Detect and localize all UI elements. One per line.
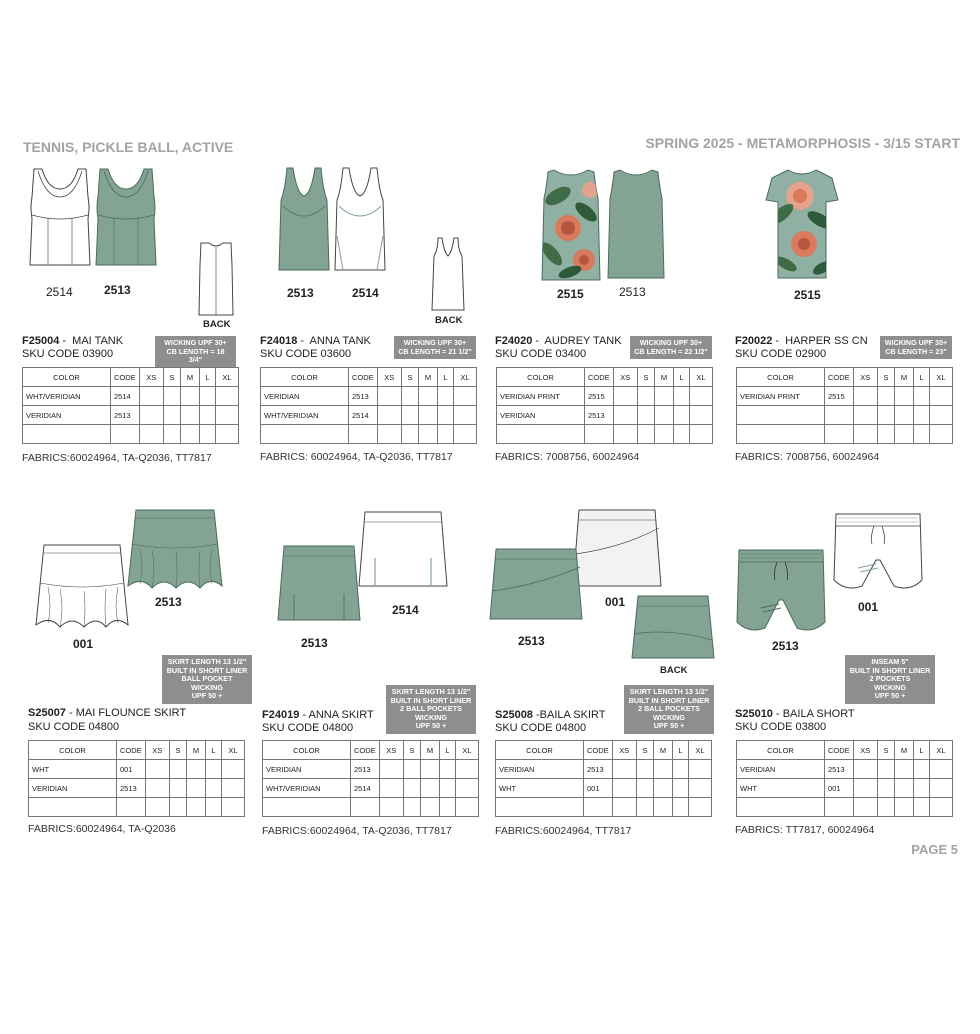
sku-code: SKU CODE 04800	[495, 722, 587, 734]
col-header-color: COLOR	[261, 368, 349, 387]
code-cell	[825, 798, 854, 817]
style-label: 2513	[301, 636, 328, 650]
col-header-m: M	[187, 741, 206, 760]
col-header-m: M	[419, 368, 438, 387]
col-header-code: CODE	[825, 368, 854, 387]
fabrics-text: FABRICS: 7008756, 60024964	[735, 451, 880, 463]
fabrics-text: FABRICS: 7008756, 60024964	[495, 451, 640, 463]
col-header-s: S	[636, 741, 653, 760]
color-cell: VERIDIAN PRINT	[497, 387, 585, 406]
style-name: MAI TANK	[72, 335, 124, 347]
table-row	[496, 798, 712, 817]
style-title: S25008 -BAILA SKIRT	[495, 709, 606, 721]
anna-tank-front-white-illustration	[333, 166, 387, 272]
fabrics-text: FABRICS:60024964, TA-Q2036, TT7817	[262, 825, 452, 837]
col-header-xs: XS	[853, 368, 877, 387]
table-row	[263, 779, 479, 798]
color-cell	[263, 798, 351, 817]
page-number: PAGE 5	[911, 842, 958, 857]
style-name: BAILA SHORT	[782, 708, 855, 720]
style-label: 2514	[46, 285, 73, 299]
col-header-l: L	[199, 368, 215, 387]
col-header-code: CODE	[351, 741, 380, 760]
code-cell	[349, 425, 378, 444]
col-header-s: S	[163, 368, 180, 387]
baila-skirt-back-illustration	[630, 594, 716, 662]
table-row	[261, 425, 477, 444]
baila-skirt-white-illustration	[571, 508, 663, 590]
fabrics-text: FABRICS:60024964, TA-Q2036, TT7817	[22, 452, 212, 464]
code-cell: 2514	[351, 779, 380, 798]
spec-box: INSEAM 5" BUILT IN SHORT LINER 2 POCKETS WICKING UPF 50 +	[845, 655, 935, 704]
code-cell: 2513	[584, 760, 613, 779]
anna-tank-back-illustration	[430, 236, 466, 312]
section-title: TENNIS, PICKLE BALL, ACTIVE	[23, 139, 234, 155]
mai-flounce-skirt-white-illustration	[34, 543, 130, 629]
color-cell: WHT/VERIDIAN	[261, 406, 349, 425]
table-row	[497, 387, 713, 406]
code-cell	[825, 425, 854, 444]
style-label: 2513	[772, 639, 799, 653]
table-row	[496, 779, 712, 798]
style-label: 2514	[392, 603, 419, 617]
col-header-s: S	[401, 368, 418, 387]
col-header-s: S	[637, 368, 654, 387]
style-name: AUDREY TANK	[544, 335, 622, 347]
style-label: 2515	[794, 288, 821, 302]
col-header-code: CODE	[349, 368, 378, 387]
table-row	[737, 779, 953, 798]
code-cell: 001	[825, 779, 854, 798]
col-header-color: COLOR	[496, 741, 584, 760]
col-header-code: CODE	[117, 741, 146, 760]
style-label: 001	[858, 600, 879, 614]
mai-flounce-skirt-veridian-illustration	[126, 508, 224, 590]
col-header-xs: XS	[379, 741, 403, 760]
table-row	[737, 760, 953, 779]
table-row	[29, 779, 245, 798]
mai-tank-back-illustration	[197, 241, 235, 317]
color-cell	[29, 798, 117, 817]
col-header-m: M	[655, 368, 674, 387]
sku-code: SKU CODE 02900	[735, 348, 827, 360]
code-cell: 001	[584, 779, 613, 798]
table-row	[263, 798, 479, 817]
style-title: F20022 - HARPER SS CN	[735, 335, 868, 347]
color-cell	[737, 406, 825, 425]
col-header-code: CODE	[111, 368, 140, 387]
color-cell	[497, 425, 585, 444]
style-title: S25007 - MAI FLOUNCE SKIRT	[28, 707, 187, 719]
col-header-s: S	[877, 741, 894, 760]
color-cell: VERIDIAN	[496, 760, 584, 779]
code-cell: 2513	[349, 387, 378, 406]
color-cell: WHT/VERIDIAN	[23, 387, 111, 406]
style-title: F24018 - ANNA TANK	[260, 335, 371, 347]
table-row	[737, 425, 953, 444]
col-header-s: S	[169, 741, 186, 760]
code-cell: 2513	[111, 406, 140, 425]
size-table	[262, 740, 479, 817]
col-header-xs: XS	[145, 741, 169, 760]
fabrics-text: FABRICS: TT7817, 60024964	[735, 824, 875, 836]
size-table	[736, 740, 953, 817]
style-title: F24020 - AUDREY TANK	[495, 335, 622, 347]
style-label: 2513	[104, 283, 131, 297]
table-row	[29, 760, 245, 779]
table-row	[496, 760, 712, 779]
code-cell	[584, 798, 613, 817]
col-header-m: M	[654, 741, 673, 760]
style-name: ANNA TANK	[309, 335, 371, 347]
color-cell: VERIDIAN	[497, 406, 585, 425]
col-header-xl: XL	[453, 368, 476, 387]
size-table	[22, 367, 239, 444]
spec-box: SKIRT LENGTH 13 1/2" BUILT IN SHORT LINER 2 BALL POCKETS WICKING UPF 50 +	[386, 685, 476, 734]
col-header-code: CODE	[585, 368, 614, 387]
table-row	[737, 798, 953, 817]
color-cell: WHT	[737, 779, 825, 798]
col-header-l: L	[205, 741, 221, 760]
table-row	[29, 798, 245, 817]
col-header-xl: XL	[215, 368, 238, 387]
col-header-code: CODE	[584, 741, 613, 760]
col-header-l: L	[913, 741, 929, 760]
fabrics-text: FABRICS:60024964, TT7817	[495, 825, 632, 837]
style-number: F20022	[735, 335, 773, 347]
style-number: F25004	[22, 335, 60, 347]
table-row	[23, 425, 239, 444]
table-row	[263, 760, 479, 779]
color-cell: WHT	[496, 779, 584, 798]
code-cell: 2515	[825, 387, 854, 406]
col-header-l: L	[672, 741, 688, 760]
season-title: SPRING 2025 - METAMORPHOSIS - 3/15 START	[645, 135, 960, 151]
col-header-color: COLOR	[737, 741, 825, 760]
color-cell	[737, 425, 825, 444]
style-number: F24019	[262, 709, 300, 721]
style-label: 2514	[352, 286, 379, 300]
size-table	[260, 367, 477, 444]
mai-tank-front-white-illustration	[28, 167, 92, 267]
col-header-xl: XL	[929, 741, 952, 760]
style-label: 2515	[557, 287, 584, 301]
fabrics-text: FABRICS:60024964, TA-Q2036	[28, 823, 176, 835]
style-label: 2513	[287, 286, 314, 300]
table-row	[737, 387, 953, 406]
color-cell	[23, 425, 111, 444]
col-header-m: M	[895, 368, 914, 387]
color-cell	[261, 425, 349, 444]
code-cell: 2515	[585, 387, 614, 406]
col-header-color: COLOR	[23, 368, 111, 387]
style-number: F24018	[260, 335, 298, 347]
style-label: 001	[605, 595, 626, 609]
fabrics-text: FABRICS: 60024964, TA-Q2036, TT7817	[260, 451, 453, 463]
sku-code: SKU CODE 03800	[735, 721, 827, 733]
style-title: F25004 - MAI TANK	[22, 335, 124, 347]
size-table	[496, 367, 713, 444]
spec-box: SKIRT LENGTH 13 1/2" BUILT IN SHORT LINER BALL POCKET WICKING UPF 50 +	[162, 655, 252, 704]
sku-code: SKU CODE 03600	[260, 348, 352, 360]
col-header-xs: XS	[613, 368, 637, 387]
col-header-s: S	[877, 368, 894, 387]
sku-code: SKU CODE 03400	[495, 348, 587, 360]
style-title: F24019 - ANNA SKIRT	[262, 709, 374, 721]
style-label: 2513	[155, 595, 182, 609]
sku-code: SKU CODE 04800	[28, 721, 120, 733]
sku-code: SKU CODE 04800	[262, 722, 354, 734]
color-cell: WHT/VERIDIAN	[263, 779, 351, 798]
col-header-xl: XL	[689, 368, 712, 387]
col-header-xl: XL	[455, 741, 478, 760]
color-cell: VERIDIAN PRINT	[737, 387, 825, 406]
col-header-xl: XL	[688, 741, 711, 760]
size-table	[495, 740, 712, 817]
code-cell	[585, 425, 614, 444]
code-cell	[117, 798, 146, 817]
col-header-l: L	[437, 368, 453, 387]
baila-skirt-veridian-illustration	[488, 547, 584, 623]
sku-code: SKU CODE 03900	[22, 348, 114, 360]
col-header-xl: XL	[929, 368, 952, 387]
table-row	[497, 425, 713, 444]
code-cell	[351, 798, 380, 817]
table-row	[23, 406, 239, 425]
col-header-l: L	[673, 368, 689, 387]
style-label: 001	[73, 637, 94, 651]
col-header-code: CODE	[825, 741, 854, 760]
anna-tank-front-veridian-illustration	[277, 166, 331, 272]
code-cell: 2514	[349, 406, 378, 425]
col-header-m: M	[895, 741, 914, 760]
color-cell: VERIDIAN	[263, 760, 351, 779]
spec-box: WICKING UPF 30+ CB LENGTH = 23"	[880, 336, 952, 359]
style-name: ANNA SKIRT	[308, 709, 374, 721]
col-header-xs: XS	[139, 368, 163, 387]
style-number: S25010	[735, 708, 773, 720]
audrey-tank-veridian-illustration	[606, 168, 666, 280]
back-label: BACK	[203, 319, 231, 330]
anna-skirt-white-illustration	[357, 510, 449, 590]
col-header-l: L	[913, 368, 929, 387]
table-row	[497, 406, 713, 425]
spec-box: SKIRT LENGTH 13 1/2" BUILT IN SHORT LINER 2 BALL POCKETS WICKING UPF 50 +	[624, 685, 714, 734]
anna-skirt-veridian-illustration	[276, 544, 362, 624]
col-header-xs: XS	[377, 368, 401, 387]
style-name: BAILA SKIRT	[539, 709, 606, 721]
code-cell: 2513	[585, 406, 614, 425]
baila-short-veridian-illustration	[733, 546, 829, 636]
code-cell: 2514	[111, 387, 140, 406]
style-number: F24020	[495, 335, 533, 347]
col-header-color: COLOR	[29, 741, 117, 760]
code-cell: 001	[117, 760, 146, 779]
spec-box: WICKING UPF 30+ CB LENGTH = 22 1/2"	[630, 336, 712, 359]
mai-tank-front-veridian-illustration	[94, 167, 158, 267]
color-cell: VERIDIAN	[261, 387, 349, 406]
code-cell: 2513	[351, 760, 380, 779]
col-header-s: S	[403, 741, 420, 760]
spec-box: WICKING UPF 30+ CB LENGTH = 18 3/4"	[155, 336, 236, 368]
style-name: HARPER SS CN	[785, 335, 868, 347]
style-label: 2513	[619, 285, 646, 299]
baila-short-white-illustration	[830, 510, 926, 594]
code-cell	[111, 425, 140, 444]
style-number: S25007	[28, 707, 66, 719]
style-name: MAI FLOUNCE SKIRT	[75, 707, 187, 719]
back-label: BACK	[660, 665, 688, 676]
col-header-xl: XL	[221, 741, 244, 760]
harper-tee-print-illustration	[764, 168, 840, 280]
table-row	[261, 387, 477, 406]
col-header-color: COLOR	[263, 741, 351, 760]
style-title: S25010 - BAILA SHORT	[735, 708, 855, 720]
color-cell: WHT	[29, 760, 117, 779]
col-header-color: COLOR	[497, 368, 585, 387]
style-label: 2513	[518, 634, 545, 648]
code-cell	[825, 406, 854, 425]
col-header-l: L	[439, 741, 455, 760]
style-number: S25008	[495, 709, 533, 721]
color-cell: VERIDIAN	[29, 779, 117, 798]
color-cell	[737, 798, 825, 817]
size-table	[736, 367, 953, 444]
color-cell: VERIDIAN	[737, 760, 825, 779]
size-table	[28, 740, 245, 817]
table-row	[23, 387, 239, 406]
table-row	[261, 406, 477, 425]
back-label: BACK	[435, 315, 463, 326]
color-cell	[496, 798, 584, 817]
col-header-xs: XS	[853, 741, 877, 760]
table-row	[737, 406, 953, 425]
code-cell: 2513	[825, 760, 854, 779]
col-header-color: COLOR	[737, 368, 825, 387]
code-cell: 2513	[117, 779, 146, 798]
spec-box: WICKING UPF 30+ CB LENGTH = 21 1/2"	[394, 336, 476, 359]
audrey-tank-print-illustration	[540, 168, 602, 282]
col-header-m: M	[181, 368, 200, 387]
col-header-m: M	[421, 741, 440, 760]
col-header-xs: XS	[612, 741, 636, 760]
color-cell: VERIDIAN	[23, 406, 111, 425]
